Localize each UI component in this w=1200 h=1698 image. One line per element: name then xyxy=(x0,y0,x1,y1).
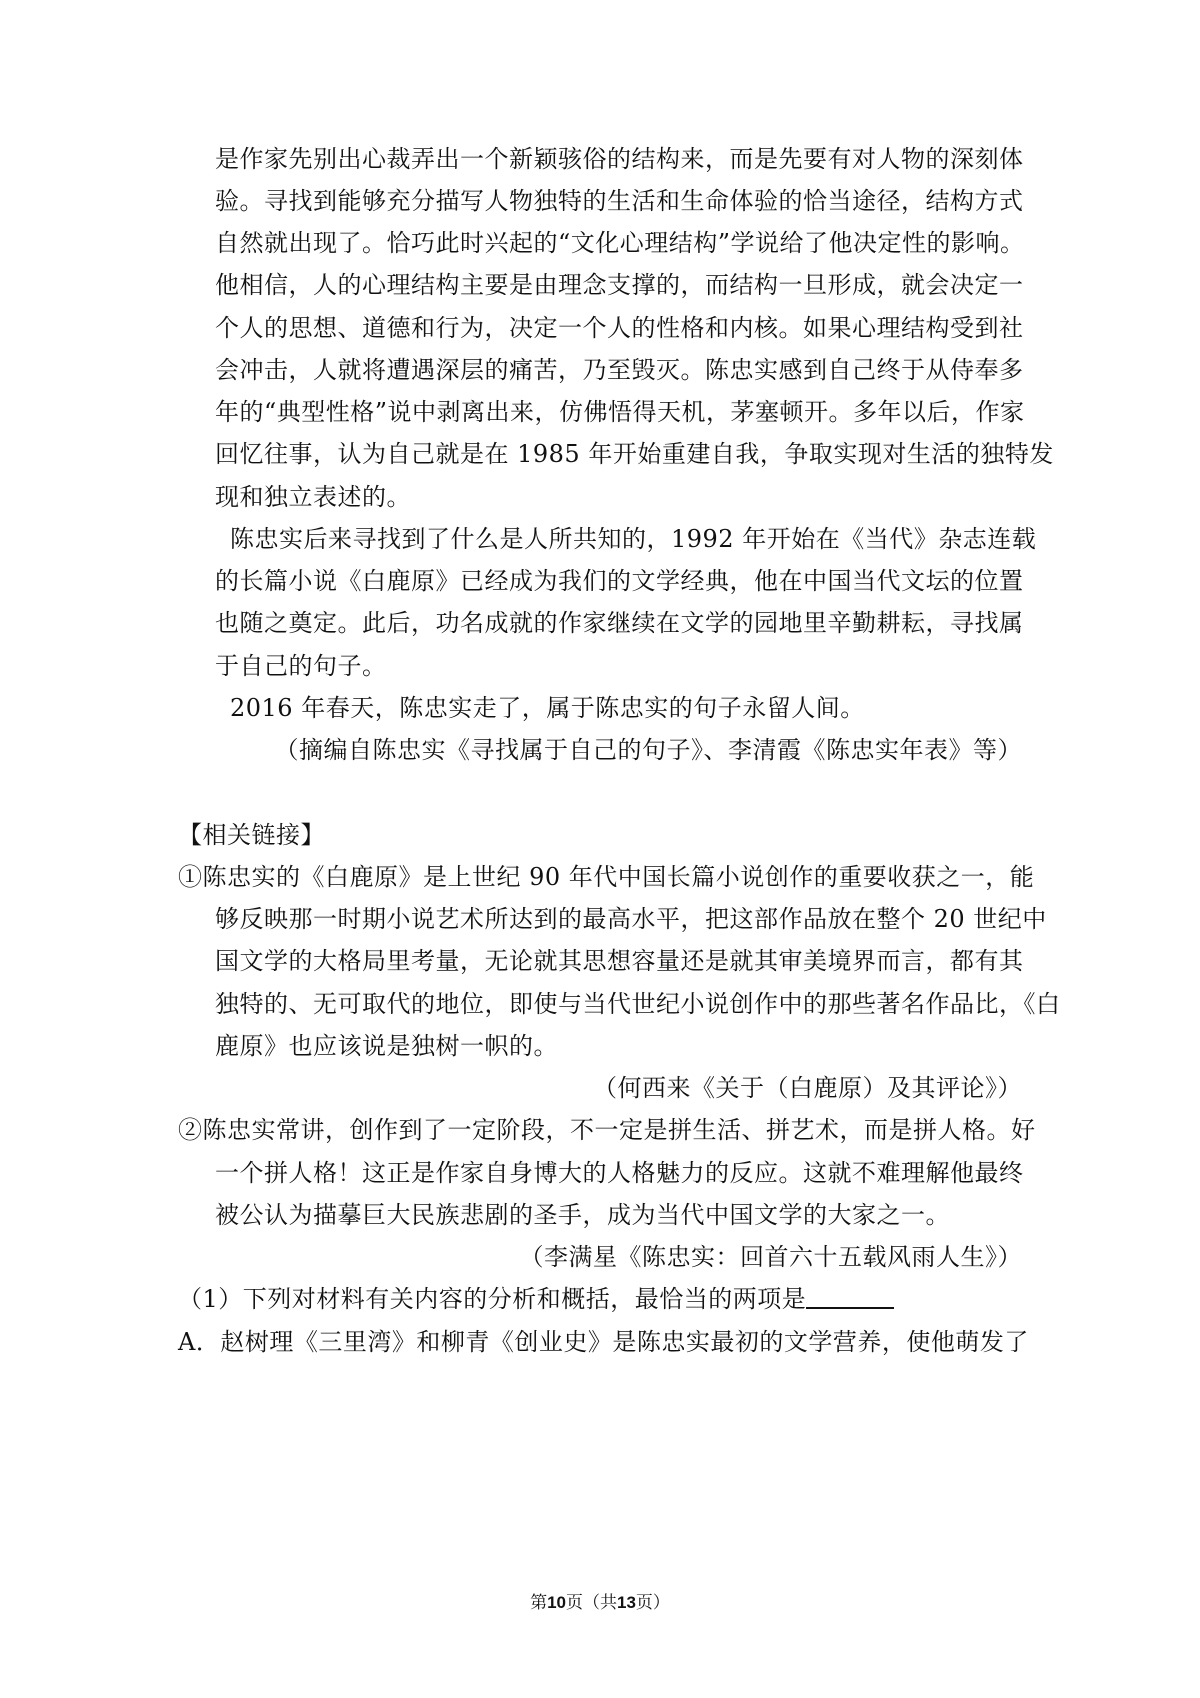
body-line: 2016 年春天，陈忠实走了，属于陈忠实的句子永留人间。 xyxy=(230,694,865,722)
question-stem-text: （1）下列对材料有关内容的分析和概括，最恰当的两项是 xyxy=(178,1285,807,1313)
link-item-line: 独特的、无可取代的地位，即使与当代世纪小说创作中的那些著名作品比，《白 xyxy=(215,990,1061,1018)
body-line: 于自己的句子。 xyxy=(215,652,387,680)
link-item-line: 鹿原》也应该说是独树一帜的。 xyxy=(215,1032,558,1060)
body-line: 现和独立表述的。 xyxy=(215,483,411,511)
body-line: 是作家先别出心裁弄出一个新颖骇俗的结构来，而是先要有对人物的深刻体 xyxy=(215,145,1024,173)
body-line: 的长篇小说《白鹿原》已经成为我们的文学经典，他在中国当代文坛的位置 xyxy=(215,567,1024,595)
source-citation: （何西来《关于（白鹿原）及其评论》） xyxy=(593,1074,1022,1102)
body-line: 也随之奠定。此后，功名成就的作家继续在文学的园地里辛勤耕耘，寻找属 xyxy=(215,609,1024,637)
link-item-line: ①陈忠实的《白鹿原》是上世纪 90 年代中国长篇小说创作的重要收获之一，能 xyxy=(178,863,1035,891)
link-item-line: 国文学的大格局里考量，无论就其思想容量还是就其审美境界而言，都有其 xyxy=(215,947,1024,975)
body-line: 个人的思想、道德和行为，决定一个人的性格和内核。如果心理结构受到社 xyxy=(215,314,1024,342)
body-line: 他相信，人的心理结构主要是由理念支撑的，而结构一旦形成，就会决定一 xyxy=(215,271,1024,299)
footer-middle: 页（共 xyxy=(566,1593,617,1613)
body-line: 验。寻找到能够充分描写人物独特的生活和生命体验的恰当途径，结构方式 xyxy=(215,187,1024,215)
link-item-line: 够反映那一时期小说艺术所达到的最高水平，把这部作品放在整个 20 世纪中 xyxy=(215,905,1047,933)
body-line: 回忆往事，认为自己就是在 1985 年开始重建自我，争取实现对生活的独特发 xyxy=(215,440,1054,468)
footer-total-pages: 13 xyxy=(617,1593,636,1612)
footer-suffix: 页） xyxy=(635,1593,670,1613)
source-citation: （摘编自陈忠实《寻找属于自己的句子》、李清霞《陈忠实年表》等） xyxy=(274,736,1022,764)
body-line: 会冲击，人就将遭遇深层的痛苦，乃至毁灭。陈忠实感到自己终于从侍奉多 xyxy=(215,356,1024,384)
option-a: A．赵树理《三里湾》和柳青《创业史》是陈忠实最初的文学营养，使他萌发了 xyxy=(178,1328,1029,1356)
section-heading: 【相关链接】 xyxy=(178,821,325,849)
source-citation: （李满星《陈忠实：回首六十五载风雨人生》） xyxy=(519,1243,1022,1271)
body-line: 年的“典型性格”说中剥离出来，仿佛悟得天机，茅塞顿开。多年以后，作家 xyxy=(215,398,1025,426)
body-line: 陈忠实后来寻找到了什么是人所共知的，1992 年开始在《当代》杂志连载 xyxy=(230,525,1037,553)
footer-prefix: 第 xyxy=(530,1593,548,1613)
link-item-line: 被公认为描摹巨大民族悲剧的圣手，成为当代中国文学的大家之一。 xyxy=(215,1201,950,1229)
page-footer xyxy=(0,1592,1200,1614)
link-item-line: ②陈忠实常讲，创作到了一定阶段，不一定是拼生活、拼艺术，而是拼人格。好 xyxy=(178,1116,1036,1144)
body-line: 自然就出现了。恰巧此时兴起的“文化心理结构”学说给了他决定性的影响。 xyxy=(215,229,1025,257)
link-item-line: 一个拼人格！这正是作家自身博大的人格魅力的反应。这就不难理解他最终 xyxy=(215,1159,1024,1187)
question-stem xyxy=(178,1282,894,1316)
answer-blank[interactable] xyxy=(806,1285,894,1309)
footer-page-number: 10 xyxy=(547,1593,566,1612)
